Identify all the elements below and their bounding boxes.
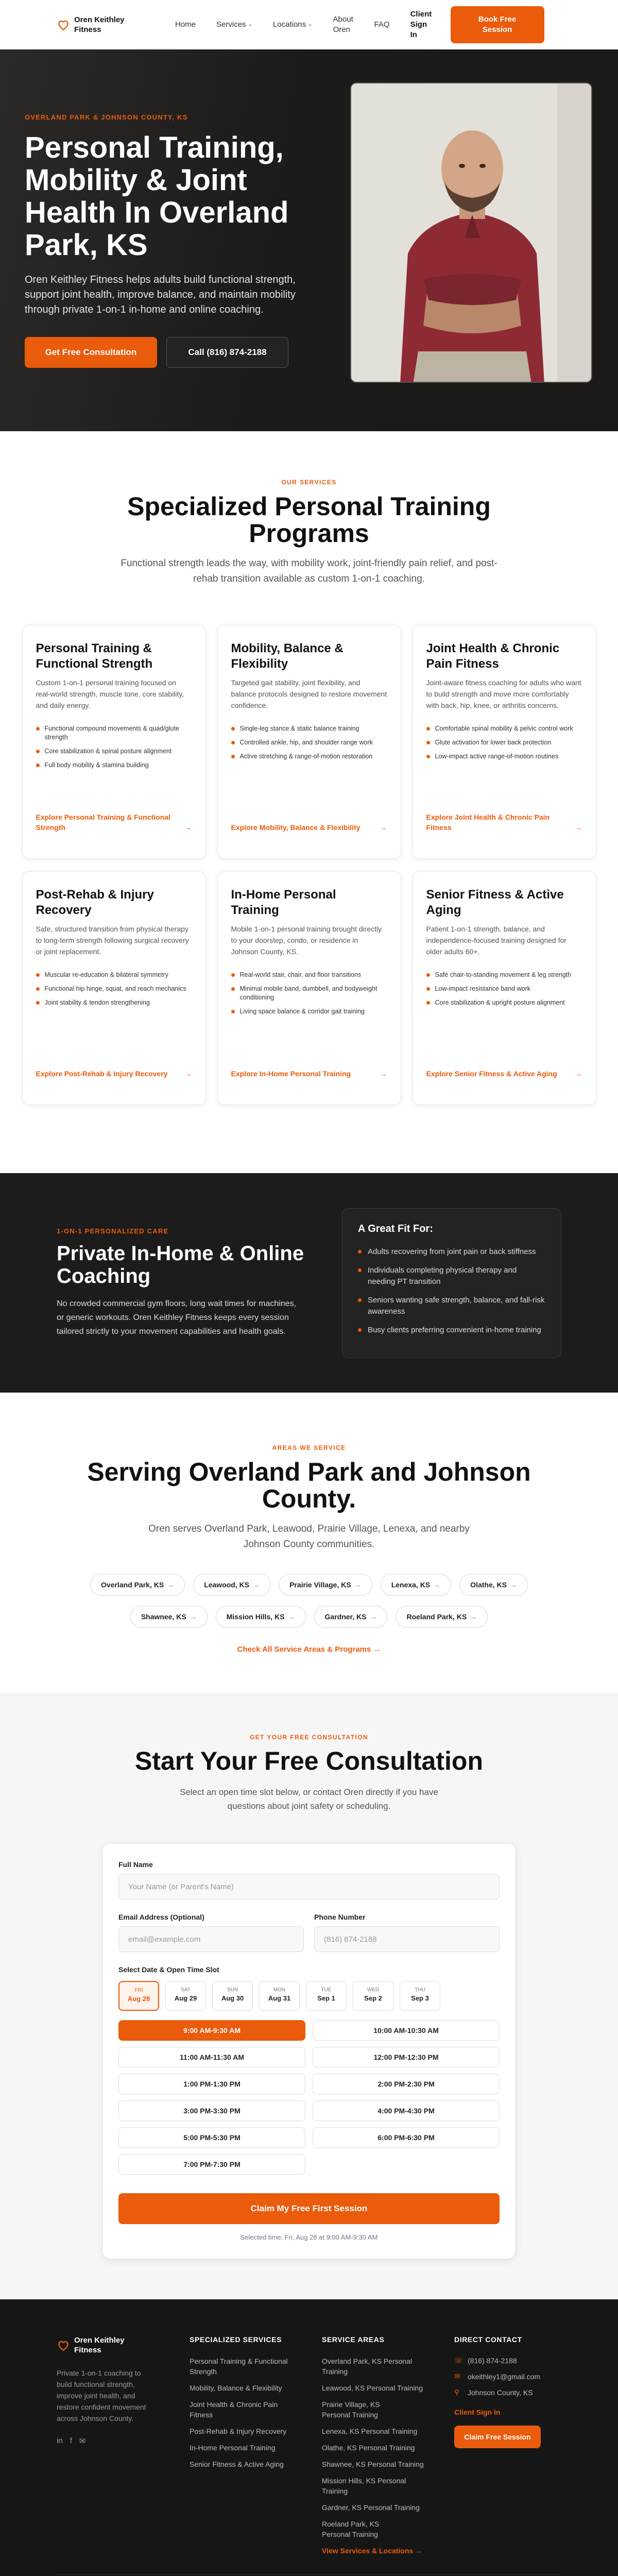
- trainer-illustration: [351, 83, 592, 383]
- day-date: Sep 1: [317, 1994, 335, 2002]
- explore-service-link[interactable]: [231, 822, 387, 833]
- day-date: Aug 31: [268, 1994, 291, 2002]
- service-bullet-text: Living space balance & corridor gait training: [239, 1008, 365, 1015]
- time-slot[interactable]: 12:00 PM-12:30 PM: [313, 2047, 500, 2067]
- footer-area-link[interactable]: Gardner, KS Personal Training: [322, 2503, 420, 2512]
- footer-phone-text: (816) 874-2188: [468, 2356, 517, 2365]
- explore-link-text: Explore Post-Rehab & Injury Recovery: [36, 1070, 168, 1078]
- nav-about[interactable]: About Oren: [333, 14, 353, 34]
- footer-brand-name: Oren Keithley Fitness: [74, 2336, 125, 2354]
- area-chip[interactable]: [381, 1574, 451, 1596]
- footer-area-link[interactable]: Prairie Village, KS Personal Training: [322, 2400, 380, 2419]
- service-bullet: [36, 724, 192, 742]
- service-areas-section: [0, 1393, 618, 1692]
- bullet-dot-icon: [231, 755, 235, 758]
- consult-eyebrow: GET YOUR FREE CONSULTATION: [249, 1734, 369, 1741]
- nav-client-sign-in[interactable]: Client Sign In: [410, 9, 432, 39]
- date-option-selected[interactable]: [118, 1981, 159, 2011]
- service-card: [217, 871, 401, 1105]
- day-date: Sep 2: [364, 1994, 382, 2002]
- footer-brand[interactable]: [57, 2335, 190, 2355]
- explore-service-link[interactable]: [426, 812, 582, 833]
- arrow-right-icon: →: [184, 823, 192, 832]
- day-of-week: MON: [273, 1987, 286, 1993]
- time-slot[interactable]: 7:00 PM-7:30 PM: [118, 2154, 305, 2175]
- service-card-desc: Mobile 1-on-1 personal training brought directly to your doorstep, condo, or residence in Johnson County, KS.: [231, 925, 382, 956]
- claim-session-button[interactable]: Claim My Free First Session: [118, 2193, 500, 2224]
- area-chip-label: Shawnee, KS: [141, 1613, 186, 1621]
- footer-service-link[interactable]: Senior Fitness & Active Aging: [190, 2460, 284, 2468]
- hero-description: Oren Keithley Fitness helps adults build functional strength, support joint health, improve balance, and maintain mobility through private 1-on-1 in-home and online coaching.: [25, 274, 296, 315]
- service-bullet: [426, 985, 582, 993]
- bullet-dot-icon: [358, 1250, 362, 1253]
- nav-home[interactable]: Home: [175, 20, 196, 29]
- brand-name: Oren Keithley Fitness: [74, 15, 125, 34]
- time-slot[interactable]: 5:00 PM-5:30 PM: [118, 2127, 305, 2148]
- service-bullet: [426, 738, 582, 747]
- service-bullet-text: Functional hip hinge, squat, and reach mechanics: [44, 985, 186, 992]
- service-bullet: [231, 971, 387, 979]
- view-services-locations-link[interactable]: View Services & Locations →: [322, 2547, 423, 2555]
- fit-item: [358, 1246, 545, 1258]
- services-section: [0, 431, 618, 1105]
- day-date: Sep 3: [411, 1994, 429, 2002]
- bullet-dot-icon: [231, 741, 235, 744]
- private-title: Private In-Home & Online Coaching: [57, 1242, 304, 1287]
- service-bullet-text: Safe chair-to-standing movement & leg strength: [435, 971, 572, 978]
- area-chip-label: Gardner, KS: [324, 1613, 367, 1621]
- service-card: [413, 871, 596, 1105]
- bullet-dot-icon: [231, 1010, 235, 1013]
- footer-location: [454, 2388, 557, 2397]
- chevron-down-icon: ⌄: [248, 22, 252, 27]
- area-chip-label: Overland Park, KS: [101, 1581, 164, 1589]
- service-bullet-text: Muscular re-education & bilateral symmetry: [44, 971, 168, 978]
- footer-areas-title: SERVICE AREAS: [322, 2335, 385, 2344]
- chevron-down-icon: ⌄: [308, 22, 313, 27]
- phone-label: Phone Number: [314, 1913, 366, 1921]
- service-bullet-text: Real-world stair, chair, and floor transitions: [239, 971, 362, 978]
- service-card-title: Senior Fitness & Active Aging: [426, 888, 564, 917]
- footer-area-link[interactable]: Roeland Park, KS Personal Training: [322, 2520, 380, 2538]
- time-slot[interactable]: 10:00 AM-10:30 AM: [313, 2020, 500, 2041]
- nav-faq[interactable]: FAQ: [374, 20, 390, 29]
- fit-item: [358, 1265, 545, 1287]
- book-free-session-button[interactable]: Book Free Session: [451, 6, 544, 43]
- arrow-right-icon: →: [509, 1581, 517, 1589]
- day-date: Aug 28: [127, 1995, 150, 2003]
- service-card-title: Mobility, Balance & Flexibility: [231, 641, 344, 671]
- arrow-right-icon: →: [287, 1613, 295, 1621]
- footer-services-title: SPECIALIZED SERVICES: [190, 2335, 282, 2344]
- date-option[interactable]: [306, 1981, 347, 2011]
- claim-free-session-button[interactable]: Claim Free Session: [454, 2426, 541, 2448]
- service-bullet: [36, 761, 192, 770]
- area-chip-label: Roeland Park, KS: [406, 1613, 467, 1621]
- private-description: No crowded commercial gym floors, long wait times for machines, or generic workouts. Oren Keithley Fitness keeps every session tailored strictly to your movement capabilities and health goals.: [57, 1299, 297, 1336]
- footer-service-link[interactable]: Mobility, Balance & Flexibility: [190, 2384, 282, 2392]
- service-bullet: [426, 724, 582, 733]
- arrow-right-icon: →: [380, 823, 387, 832]
- areas-eyebrow: AREAS WE SERVICE: [272, 1444, 346, 1451]
- fit-item: [358, 1295, 545, 1317]
- day-date: Aug 29: [174, 1994, 197, 2002]
- service-card-desc: Joint-aware fitness coaching for adults who want to build strength and move more comfortably with back, hip, knee, or arthritis concerns.: [426, 679, 581, 709]
- consultation-form: [103, 1844, 515, 2259]
- heart-icon: [57, 2338, 70, 2352]
- area-chip[interactable]: [193, 1574, 270, 1596]
- footer-client-sign-in[interactable]: Client Sign In: [454, 2408, 501, 2416]
- map-pin-icon: ⚲: [454, 2388, 460, 2396]
- service-bullet: [426, 998, 582, 1007]
- service-card-desc: Patient 1-on-1 strength, balance, and independence-focused training designed for older adults 60+.: [426, 925, 566, 956]
- service-bullet-text: Functional compound movements & quad/glute strength: [44, 725, 179, 741]
- date-option[interactable]: [165, 1981, 206, 2011]
- service-bullet: [36, 971, 192, 979]
- service-bullet-text: Joint stability & tendon strengthening: [44, 999, 150, 1006]
- phone-icon: ☏: [454, 2356, 464, 2364]
- areas-subtitle: Oren serves Overland Park, Leawood, Prairie Village, Lenexa, and nearby Johnson County communities.: [148, 1523, 470, 1550]
- footer-description: Private 1-on-1 coaching to build functional strength, improve joint health, and restore confident movement across Johnson County.: [57, 2369, 146, 2422]
- area-chip-label: Lenexa, KS: [391, 1581, 431, 1589]
- arrow-right-icon: →: [433, 1581, 441, 1589]
- explore-link-text: Explore Mobility, Balance & Flexibility: [231, 823, 360, 832]
- email-input[interactable]: email@example.com: [118, 1926, 304, 1952]
- name-label: Full Name: [118, 1860, 153, 1869]
- service-card-title: Post-Rehab & Injury Recovery: [36, 888, 154, 917]
- service-card-desc: Custom 1-on-1 personal training focused on real-world strength, muscle tone, core stability, and daily energy.: [36, 679, 184, 709]
- fit-item-text: Seniors wanting safe strength, balance, and fall-risk awareness: [367, 1295, 545, 1316]
- bullet-dot-icon: [426, 755, 430, 758]
- bullet-dot-icon: [231, 727, 235, 731]
- service-bullet-text: Glute activation for lower back protection: [435, 739, 552, 746]
- bullet-dot-icon: [36, 1001, 40, 1005]
- arrow-right-icon: →: [189, 1613, 197, 1621]
- areas-title: Serving Overland Park and Johnson County.: [87, 1458, 531, 1513]
- facebook-icon[interactable]: f: [70, 2436, 72, 2445]
- service-bullet: [231, 1007, 387, 1016]
- great-fit-title: A Great Fit For:: [357, 1223, 433, 1234]
- service-card-title: Joint Health & Chronic Pain Fitness: [426, 641, 560, 671]
- explore-link-text: Explore In-Home Personal Training: [231, 1070, 351, 1078]
- time-slot[interactable]: 4:00 PM-4:30 PM: [313, 2100, 500, 2121]
- time-slot[interactable]: 11:00 AM-11:30 AM: [118, 2047, 305, 2067]
- heart-icon: [57, 18, 70, 31]
- service-bullet: [231, 724, 387, 733]
- service-bullet: [426, 752, 582, 761]
- area-chip[interactable]: [396, 1606, 488, 1628]
- footer-area-link[interactable]: Overland Park, KS Personal Training: [322, 2357, 413, 2376]
- footer-service-link[interactable]: Joint Health & Chronic Pain Fitness: [190, 2400, 278, 2419]
- name-input[interactable]: Your Name (or Parent's Name): [118, 1874, 500, 1900]
- footer-area-link[interactable]: Olathe, KS Personal Training: [322, 2444, 415, 2452]
- footer-email-text: okeithley1@gmail.com: [468, 2372, 541, 2381]
- day-date: Aug 30: [221, 1994, 244, 2002]
- footer-area-link[interactable]: Lenexa, KS Personal Training: [322, 2427, 418, 2435]
- bullet-dot-icon: [426, 987, 430, 991]
- day-of-week: SUN: [227, 1987, 238, 1993]
- service-bullet-text: Low-impact resistance band work: [435, 985, 530, 992]
- day-of-week: FRI: [134, 1988, 143, 1993]
- area-chip-label: Olathe, KS: [470, 1581, 507, 1589]
- service-card: [413, 625, 596, 859]
- day-of-week: TUE: [321, 1987, 332, 1993]
- nav-locations-label: Locations: [272, 20, 306, 29]
- footer-service-link[interactable]: Post-Rehab & Injury Recovery: [190, 2427, 287, 2435]
- fit-item: [358, 1325, 545, 1336]
- bullet-dot-icon: [36, 750, 40, 753]
- date-option[interactable]: [212, 1981, 253, 2011]
- mail-icon[interactable]: ✉: [79, 2437, 86, 2446]
- area-chip-label: Prairie Village, KS: [289, 1581, 351, 1589]
- bullet-dot-icon: [231, 987, 235, 991]
- service-card: [22, 871, 206, 1105]
- bullet-dot-icon: [231, 973, 235, 977]
- arrow-right-icon: →: [470, 1613, 477, 1621]
- day-of-week: SAT: [181, 1987, 191, 1993]
- area-chip[interactable]: [130, 1606, 208, 1628]
- area-chip[interactable]: [279, 1574, 372, 1596]
- service-bullet-text: Low-impact active range-of-motion routines: [435, 753, 559, 760]
- bullet-dot-icon: [358, 1328, 362, 1332]
- time-slot[interactable]: 1:00 PM-1:30 PM: [118, 2074, 305, 2094]
- date-option[interactable]: [353, 1981, 393, 2011]
- phone-input[interactable]: (816) 874-2188: [314, 1926, 500, 1952]
- footer-area-link[interactable]: Shawnee, KS Personal Training: [322, 2460, 424, 2468]
- footer-area-link[interactable]: Leawood, KS Personal Training: [322, 2384, 423, 2392]
- hero-title: Personal Training, Mobility & Joint Health In Overland Park, KS: [25, 130, 289, 262]
- top-nav: [0, 0, 618, 49]
- footer-service-link[interactable]: In-Home Personal Training: [190, 2444, 276, 2452]
- call-phone-button[interactable]: Call (816) 874-2188: [166, 337, 288, 368]
- selected-time-text: Selected time: Fri, Aug 28 at 9:00 AM-9:30 AM: [240, 2233, 378, 2241]
- bullet-dot-icon: [36, 987, 40, 991]
- bullet-dot-icon: [36, 764, 40, 767]
- arrow-right-icon: →: [380, 1070, 387, 1078]
- services-title: Specialized Personal Training Programs: [127, 492, 491, 548]
- day-of-week: THU: [415, 1987, 425, 1993]
- bullet-dot-icon: [358, 1268, 362, 1272]
- day-of-week: WED: [367, 1987, 380, 1993]
- service-bullet-text: Full body mobility & stamina building: [44, 761, 149, 769]
- area-chip[interactable]: [459, 1574, 528, 1596]
- service-card-desc: Targeted gait stability, joint flexibility, and balance protocols designed to restore movement confidence.: [231, 679, 387, 709]
- footer-area-link[interactable]: Mission Hills, KS Personal Training: [322, 2477, 406, 2495]
- mail-icon: ✉: [454, 2372, 460, 2380]
- arrow-right-icon: →: [184, 1070, 192, 1078]
- service-bullet-text: Comfortable spinal mobility & pelvic control work: [435, 725, 573, 732]
- explore-service-link[interactable]: [231, 1069, 387, 1079]
- bullet-dot-icon: [426, 1001, 430, 1005]
- time-slot[interactable]: 3:00 PM-3:30 PM: [118, 2100, 305, 2121]
- explore-service-link[interactable]: [36, 1069, 192, 1079]
- service-card: [217, 625, 401, 859]
- nav-locations[interactable]: [273, 20, 313, 29]
- nav-services[interactable]: [216, 20, 252, 29]
- footer-service-link[interactable]: Personal Training & Functional Strength: [190, 2357, 288, 2376]
- footer-location-text: Johnson County, KS: [468, 2388, 533, 2397]
- hero-section: [0, 49, 618, 431]
- fit-item-text: Individuals completing physical therapy and needing PT transition: [367, 1265, 517, 1286]
- brand-logo[interactable]: [57, 15, 165, 35]
- private-coaching-section: [0, 1173, 618, 1393]
- time-slot[interactable]: 6:00 PM-6:30 PM: [313, 2127, 500, 2148]
- linkedin-icon[interactable]: in: [57, 2436, 63, 2445]
- service-bullet: [36, 998, 192, 1007]
- bullet-dot-icon: [358, 1298, 362, 1302]
- service-card-title: Personal Training & Functional Strength: [36, 641, 153, 671]
- area-chip-label: Leawood, KS: [204, 1581, 250, 1589]
- service-card-title: In-Home Personal Training: [231, 888, 336, 917]
- bullet-dot-icon: [36, 973, 40, 977]
- arrow-right-icon: →: [575, 823, 582, 832]
- service-card: [22, 625, 206, 859]
- private-eyebrow: 1-ON-1 PERSONALIZED CARE: [57, 1227, 169, 1235]
- explore-link-text: Explore Senior Fitness & Active Aging: [426, 1070, 557, 1078]
- email-label: Email Address (Optional): [118, 1913, 204, 1921]
- area-chip[interactable]: [314, 1606, 388, 1628]
- footer-phone[interactable]: [454, 2356, 557, 2365]
- arrow-right-icon: →: [167, 1581, 175, 1589]
- hero-eyebrow: OVERLAND PARK & JOHNSON COUNTY, KS: [25, 113, 188, 121]
- services-subtitle: Functional strength leads the way, with mobility work, joint-friendly pain relief, and post-rehab transition available as custom 1-on-1 coaching.: [121, 558, 497, 584]
- fit-item-text: Busy clients preferring convenient in-home training: [367, 1325, 541, 1334]
- service-card-desc: Safe, structured transition from physical therapy to long-term strength following surgical recovery or joint replacement.: [36, 925, 189, 956]
- consultation-section: [0, 1692, 618, 2299]
- service-bullet-text: Single-leg stance & static balance training: [239, 725, 359, 732]
- area-chip[interactable]: [216, 1606, 306, 1628]
- footer-email[interactable]: [454, 2372, 557, 2381]
- service-bullet-text: Core stabilization & spinal posture alignment: [44, 748, 172, 755]
- services-eyebrow: OUR SERVICES: [281, 479, 337, 486]
- explore-service-link[interactable]: [426, 1069, 582, 1079]
- date-option[interactable]: [259, 1981, 300, 2011]
- bullet-dot-icon: [426, 741, 430, 744]
- date-option[interactable]: [400, 1981, 440, 2011]
- service-bullet-text: Controlled ankle, hip, and shoulder range work: [239, 739, 373, 746]
- nav-services-label: Services: [216, 20, 246, 29]
- great-fit-box: [342, 1208, 561, 1358]
- explore-link-text: Explore Personal Training & Functional Strength: [36, 813, 170, 832]
- arrow-right-icon: →: [354, 1581, 362, 1589]
- area-chip[interactable]: [90, 1574, 185, 1596]
- time-slot-selected[interactable]: 9:00 AM-9:30 AM: [118, 2020, 305, 2041]
- get-free-consultation-button[interactable]: Get Free Consultation: [25, 337, 157, 368]
- arrow-right-icon: →: [575, 1070, 582, 1078]
- bullet-dot-icon: [36, 727, 40, 731]
- service-bullet: [231, 738, 387, 747]
- bullet-dot-icon: [426, 727, 430, 731]
- fit-item-text: Adults recovering from joint pain or back stiffness: [367, 1247, 536, 1256]
- consult-subtitle: Select an open time slot below, or contact Oren directly if you have questions about joint safety or scheduling.: [180, 1787, 438, 1811]
- site-footer: [0, 2299, 618, 2576]
- arrow-right-icon: →: [369, 1613, 377, 1621]
- check-all-areas-link[interactable]: Check All Service Areas & Programs →: [237, 1645, 381, 1654]
- explore-service-link[interactable]: [36, 812, 192, 833]
- service-bullet-text: Minimal mobile band, dumbbell, and bodyweight conditioning: [239, 985, 377, 1001]
- arrow-right-icon: →: [252, 1581, 260, 1589]
- service-bullet: [426, 971, 582, 979]
- time-slot[interactable]: 2:00 PM-2:30 PM: [313, 2074, 500, 2094]
- service-bullet-text: Active stretching & range-of-motion restoration: [239, 753, 373, 760]
- area-chip-label: Mission Hills, KS: [226, 1613, 285, 1621]
- service-bullet: [36, 985, 192, 993]
- trainer-photo: [350, 82, 592, 383]
- service-bullet-text: Core stabilization & upright posture alignment: [435, 999, 565, 1006]
- date-label: Select Date & Open Time Slot: [118, 1965, 219, 1974]
- footer-contact-title: DIRECT CONTACT: [454, 2335, 522, 2344]
- service-bullet: [36, 747, 192, 756]
- service-bullet: [231, 752, 387, 761]
- explore-link-text: Explore Joint Health & Chronic Pain Fitness: [426, 813, 550, 832]
- consult-title: Start Your Free Consultation: [134, 1747, 483, 1775]
- bullet-dot-icon: [426, 973, 430, 977]
- service-bullet: [231, 985, 387, 1002]
